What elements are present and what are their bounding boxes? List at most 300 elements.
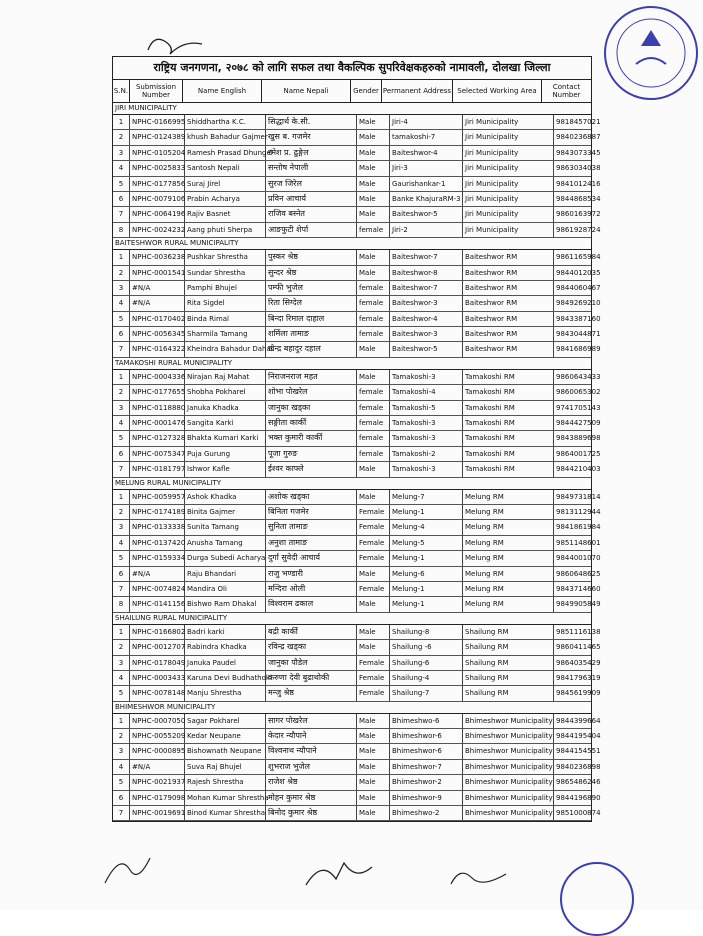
row-working-area: Bhimeshwor Municipality: [463, 806, 554, 820]
row-sn: 1: [113, 625, 130, 639]
row-submission-number: NPHC-0177856: [130, 177, 185, 191]
row-permanent-address: Tamakoshi-4: [390, 385, 463, 399]
row-submission-number: NPHC-0003433: [130, 671, 185, 685]
row-working-area: Tamakoshi RM: [463, 447, 554, 461]
row-name-english: Badri karki: [185, 625, 266, 639]
row-permanent-address: Melung-5: [390, 536, 463, 550]
row-contact-number: 9841012416: [556, 179, 601, 188]
section-heading: BHIMESHWOR MUNICIPALITY: [113, 702, 591, 714]
row-permanent-address: Bhimeshwo-6: [390, 714, 463, 728]
row-gender: Male: [357, 714, 390, 728]
row-name-english: Prabin Acharya: [185, 192, 266, 206]
row-contact-number: 9849731814: [556, 492, 601, 501]
row-submission-number: NPHC-0127328: [130, 431, 185, 445]
row-name-nepali: रिता सिग्देल: [266, 296, 357, 310]
row-name-english: Pamphi Bhujel: [185, 281, 266, 295]
row-sn: 6: [113, 192, 130, 206]
row-working-area: Melung RM: [463, 536, 554, 550]
table-row: [113, 520, 601, 535]
row-gender: Female: [357, 671, 390, 685]
table-row: [113, 775, 601, 790]
row-name-nepali: बिनिता गजमेर: [266, 505, 357, 519]
section-heading: MELUNG RURAL MUNICIPALITY: [113, 478, 591, 490]
row-permanent-address: Melung-1: [390, 551, 463, 565]
row-submission-number: NPHC-0079106: [130, 192, 185, 206]
table-row: [113, 536, 601, 551]
row-name-english: Mohan Kumar Shrestha: [185, 791, 266, 805]
row-contact-number: 9840236887: [556, 133, 601, 142]
row-name-nepali: सन्तोष नेपाली: [266, 161, 357, 175]
row-contact-number: 9844012035: [556, 268, 601, 277]
row-submission-number: NPHC-0025833: [130, 161, 185, 175]
row-sn: 1: [113, 490, 130, 504]
section-heading: JIRI MUNICIPALITY: [113, 103, 591, 115]
row-working-area: Jiri Municipality: [463, 115, 554, 129]
header-permanent-address: Permanent Address: [382, 80, 453, 102]
table-body: [113, 103, 601, 821]
header-submission-number: Submission Number: [130, 80, 183, 102]
row-sn: 4: [113, 296, 130, 310]
row-permanent-address: Shailung -6: [390, 640, 463, 654]
row-working-area: Tamakoshi RM: [463, 416, 554, 430]
row-working-area: Tamakoshi RM: [463, 401, 554, 415]
row-working-area: Jiri Municipality: [463, 130, 554, 144]
header-name-nepali: Name Nepali: [262, 80, 351, 102]
row-name-english: Ramesh Prasad Dhungel: [185, 146, 266, 160]
row-submission-number: NPHC-0137420: [130, 536, 185, 550]
row-sn: 4: [113, 536, 130, 550]
table-row: [113, 431, 601, 446]
row-name-nepali: अशोक खड्का: [266, 490, 357, 504]
table-row: [113, 640, 601, 655]
row-name-nepali: जानुका खड्का: [266, 401, 357, 415]
table-row: [113, 161, 601, 176]
header-name-english: Name English: [183, 80, 262, 102]
row-name-english: Bishwo Ram Dhakal: [185, 597, 266, 611]
row-contact-number: 9860648625: [556, 569, 601, 578]
row-permanent-address: Tamakoshi-3: [390, 462, 463, 476]
row-sn: 7: [113, 806, 130, 820]
row-contact-number: 9843073345: [556, 148, 601, 157]
row-name-nepali: ईश्वर काफ्ले: [266, 462, 357, 476]
row-submission-number: NPHC-0055209: [130, 729, 185, 743]
row-name-english: Rita Sigdel: [185, 296, 266, 310]
row-name-nepali: भक्त कुमारी कार्की: [266, 431, 357, 445]
row-gender: female: [357, 281, 390, 295]
row-contact-number: 9865486246: [556, 778, 601, 787]
row-name-nepali: केदार न्यौपाने: [266, 729, 357, 743]
table-row: [113, 490, 601, 505]
row-submission-number: NPHC-0021937: [130, 775, 185, 789]
row-submission-number: NPHC-0124389: [130, 130, 185, 144]
row-working-area: Shailung RM: [463, 625, 554, 639]
row-working-area: Jiri Municipality: [463, 146, 554, 160]
row-working-area: Jiri Municipality: [463, 223, 554, 237]
row-working-area: Melung RM: [463, 551, 554, 565]
row-permanent-address: Melung-1: [390, 582, 463, 596]
table-row: [113, 281, 601, 296]
row-sn: 8: [113, 597, 130, 611]
table-row: [113, 567, 601, 582]
row-contact-number: 9840236898: [556, 762, 601, 771]
seal-emblem-icon: [606, 8, 696, 98]
row-gender: Male: [357, 192, 390, 206]
row-contact-number: 9863034038: [556, 164, 601, 173]
table-row: [113, 760, 601, 775]
row-submission-number: NPHC-0166995: [130, 115, 185, 129]
row-submission-number: NPHC-0004336: [130, 370, 185, 384]
row-contact-number: 9844399664: [556, 716, 601, 725]
row-working-area: Baiteshwor RM: [463, 342, 554, 356]
row-gender: female: [357, 431, 390, 445]
row-gender: Male: [357, 146, 390, 160]
row-name-nepali: विश्वनाथ न्यौपाने: [266, 744, 357, 758]
row-permanent-address: Bhimeshwor-2: [390, 775, 463, 789]
row-submission-number: NPHC-0001541: [130, 266, 185, 280]
row-submission-number: NPHC-0012707: [130, 640, 185, 654]
table-row: [113, 192, 601, 207]
table-row: [113, 582, 601, 597]
table-row: [113, 656, 601, 671]
row-name-english: Nirajan Raj Mahat: [185, 370, 266, 384]
table-row: [113, 312, 601, 327]
row-sn: 7: [113, 207, 130, 221]
row-name-english: Januka Paudel: [185, 656, 266, 670]
row-gender: Female: [357, 505, 390, 519]
row-permanent-address: Tamakoshi-3: [390, 431, 463, 445]
row-permanent-address: Melung-6: [390, 567, 463, 581]
row-contact-number: 9861928724: [556, 225, 601, 234]
table-row: [113, 207, 601, 222]
row-gender: Female: [357, 520, 390, 534]
table-row: [113, 223, 601, 238]
row-name-english: Binda Rimal: [185, 312, 266, 326]
row-name-english: Suraj Jirel: [185, 177, 266, 191]
row-gender: Male: [357, 130, 390, 144]
row-name-english: Rabindra Khadka: [185, 640, 266, 654]
row-permanent-address: Gaurishankar-1: [390, 177, 463, 191]
row-name-nepali: सिद्धार्थ के.सी.: [266, 115, 357, 129]
supervisor-list-table: [112, 56, 601, 822]
row-sn: 3: [113, 401, 130, 415]
row-name-english: Shobha Pokharel: [185, 385, 266, 399]
row-permanent-address: Jiri-3: [390, 161, 463, 175]
row-name-english: Sagar Pokharel: [185, 714, 266, 728]
row-name-nepali: राजेश श्रेष्ठ: [266, 775, 357, 789]
row-sn: 5: [113, 431, 130, 445]
row-contact-number: 9851116138: [556, 627, 601, 636]
row-name-nepali: शर्मिला तामाङ: [266, 327, 357, 341]
row-gender: female: [357, 401, 390, 415]
row-working-area: Baiteshwor RM: [463, 281, 554, 295]
table-row: [113, 416, 601, 431]
row-name-nepali: सुन्दर श्रेष्ठ: [266, 266, 357, 280]
row-sn: 4: [113, 161, 130, 175]
row-submission-number: #N/A: [130, 567, 185, 581]
row-permanent-address: Melung-4: [390, 520, 463, 534]
row-sn: 6: [113, 791, 130, 805]
header-contact-number: Contact Number: [552, 83, 581, 99]
bottom-right-signature: [446, 864, 516, 894]
row-sn: 1: [113, 250, 130, 264]
table-row: [113, 671, 601, 686]
row-gender: Male: [357, 625, 390, 639]
row-submission-number: NPHC-0181797: [130, 462, 185, 476]
row-working-area: Jiri Municipality: [463, 177, 554, 191]
row-submission-number: NPHC-0105204: [130, 146, 185, 160]
row-working-area: Baiteshwor RM: [463, 250, 554, 264]
row-permanent-address: Banke KhajuraRM-3: [390, 192, 463, 206]
row-name-nepali: शोभा पोखरेल: [266, 385, 357, 399]
row-name-english: Raju Bhandari: [185, 567, 266, 581]
row-contact-number: 9844195404: [556, 732, 601, 741]
row-permanent-address: Bhimeshwor-7: [390, 760, 463, 774]
row-sn: 3: [113, 744, 130, 758]
row-submission-number: NPHC-0133338: [130, 520, 185, 534]
row-gender: Male: [357, 250, 390, 264]
table-row: [113, 296, 601, 311]
row-sn: 6: [113, 327, 130, 341]
table-row: [113, 714, 601, 729]
row-sn: 7: [113, 342, 130, 356]
row-submission-number: NPHC-0001476: [130, 416, 185, 430]
row-name-english: Shiddhartha K.C.: [185, 115, 266, 129]
row-sn: 5: [113, 177, 130, 191]
row-gender: Male: [357, 266, 390, 280]
row-permanent-address: Tamakoshi-3: [390, 416, 463, 430]
row-sn: 4: [113, 760, 130, 774]
row-working-area: Tamakoshi RM: [463, 462, 554, 476]
row-working-area: Bhimeshwor Municipality: [463, 714, 554, 728]
row-sn: 6: [113, 447, 130, 461]
table-row: [113, 250, 601, 265]
row-name-nepali: राजिव बस्नेत: [266, 207, 357, 221]
document-title: राष्ट्रिय जनगणना, २०७८ को लागि सफल तथा वैकल्पिक सुपरिवेक्षकहरुको नामावली, दोलखा जिल्ला: [113, 57, 591, 80]
row-gender: Male: [357, 490, 390, 504]
row-name-english: Sharmila Tamang: [185, 327, 266, 341]
row-name-english: Pushkar Shrestha: [185, 250, 266, 264]
row-contact-number: 9861165984: [556, 253, 601, 262]
row-working-area: Melung RM: [463, 490, 554, 504]
row-submission-number: NPHC-0078148: [130, 686, 185, 700]
table-row: [113, 686, 601, 701]
top-right-seal: [604, 6, 698, 100]
row-name-nepali: सुनिता तामाङ: [266, 520, 357, 534]
row-submission-number: NPHC-0166802: [130, 625, 185, 639]
table-row: [113, 385, 601, 400]
row-submission-number: NPHC-0064196: [130, 207, 185, 221]
row-gender: Male: [357, 342, 390, 356]
row-gender: Male: [357, 760, 390, 774]
row-name-nepali: पुस्कर श्रेष्ठ: [266, 250, 357, 264]
row-gender: Male: [357, 207, 390, 221]
row-name-nepali: रविन्द्र खड्का: [266, 640, 357, 654]
row-contact-number: 9860643433: [556, 372, 601, 381]
table-row: [113, 130, 601, 145]
row-permanent-address: Tamakoshi-2: [390, 447, 463, 461]
row-gender: Male: [357, 729, 390, 743]
row-submission-number: NPHC-0075347: [130, 447, 185, 461]
row-permanent-address: Jiri-2: [390, 223, 463, 237]
row-submission-number: NPHC-0141156: [130, 597, 185, 611]
row-gender: female: [357, 312, 390, 326]
row-gender: Male: [357, 640, 390, 654]
row-sn: 7: [113, 582, 130, 596]
row-submission-number: NPHC-0024232: [130, 223, 185, 237]
row-working-area: Tamakoshi RM: [463, 431, 554, 445]
header-working-area: Selected Working Area: [453, 80, 542, 102]
row-sn: 3: [113, 146, 130, 160]
row-gender: Male: [357, 597, 390, 611]
row-sn: 1: [113, 115, 130, 129]
row-gender: Male: [357, 370, 390, 384]
table-row: [113, 729, 601, 744]
row-permanent-address: Bhimeshwor-6: [390, 744, 463, 758]
table-row: [113, 327, 601, 342]
row-permanent-address: Baiteshwor-5: [390, 207, 463, 221]
row-gender: Male: [357, 744, 390, 758]
row-gender: Male: [357, 567, 390, 581]
row-contact-number: 9849269210: [556, 299, 601, 308]
table-row: [113, 806, 601, 821]
row-working-area: Bhimeshwor Municipality: [463, 775, 554, 789]
row-permanent-address: Jiri-4: [390, 115, 463, 129]
row-submission-number: #N/A: [130, 281, 185, 295]
row-submission-number: NPHC-0164322: [130, 342, 185, 356]
row-sn: 5: [113, 551, 130, 565]
row-name-nepali: खेन्द्र बहादुर दहाल: [266, 342, 357, 356]
row-sn: 5: [113, 312, 130, 326]
table-row: [113, 597, 601, 612]
row-name-english: Karuna Devi Budhathoki: [185, 671, 266, 685]
header-sn: S.N.: [113, 80, 130, 102]
row-permanent-address: Baiteshwor-5: [390, 342, 463, 356]
bottom-right-seal: [560, 862, 634, 936]
row-name-nepali: बद्री कार्की: [266, 625, 357, 639]
row-name-nepali: मोहन कुमार श्रेष्ठ: [266, 791, 357, 805]
section-heading: TAMAKOSHI RURAL MUNICIPALITY: [113, 358, 591, 370]
row-gender: Male: [357, 462, 390, 476]
table-row: [113, 146, 601, 161]
row-contact-number: 9851000874: [556, 809, 601, 818]
row-contact-number: 9860065302: [556, 388, 601, 397]
row-permanent-address: Baiteshwor-7: [390, 281, 463, 295]
row-permanent-address: Melung-1: [390, 597, 463, 611]
table-row: [113, 266, 601, 281]
row-sn: 5: [113, 686, 130, 700]
row-contact-number: 9851148601: [556, 538, 601, 547]
row-name-english: Aang phuti Sherpa: [185, 223, 266, 237]
row-sn: 1: [113, 370, 130, 384]
row-working-area: Bhimeshwor Municipality: [463, 760, 554, 774]
row-gender: female: [357, 447, 390, 461]
row-name-english: Mandira Oli: [185, 582, 266, 596]
table-row: [113, 462, 601, 477]
row-permanent-address: Melung-7: [390, 490, 463, 504]
row-permanent-address: Baiteshwor-8: [390, 266, 463, 280]
row-name-nepali: सुरज जिरेल: [266, 177, 357, 191]
row-name-english: Binita Gajmer: [185, 505, 266, 519]
row-submission-number: NPHC-0179098: [130, 791, 185, 805]
row-gender: Female: [357, 551, 390, 565]
row-submission-number: NPHC-0000895: [130, 744, 185, 758]
row-contact-number: 9849905849: [556, 600, 601, 609]
row-contact-number: 9844154551: [556, 747, 601, 756]
row-submission-number: NPHC-0118880: [130, 401, 185, 415]
row-name-english: Binod Kumar Shrestha: [185, 806, 266, 820]
row-name-nepali: मन्दिरा ओली: [266, 582, 357, 596]
row-name-nepali: राजु भण्डारी: [266, 567, 357, 581]
row-contact-number: 9860411465: [556, 643, 601, 652]
row-working-area: Bhimeshwor Municipality: [463, 744, 554, 758]
row-contact-number: 9841686989: [556, 345, 601, 354]
row-working-area: Shailung RM: [463, 656, 554, 670]
row-working-area: Baiteshwor RM: [463, 327, 554, 341]
row-name-english: Rajiv Basnet: [185, 207, 266, 221]
row-permanent-address: Baiteshwor-4: [390, 312, 463, 326]
row-name-nepali: रमेश प्र. ढुङ्गेल: [266, 146, 357, 160]
row-working-area: Baiteshwor RM: [463, 266, 554, 280]
row-gender: female: [357, 385, 390, 399]
row-permanent-address: Shailung-7: [390, 686, 463, 700]
table-row: [113, 505, 601, 520]
row-sn: 2: [113, 385, 130, 399]
table-row: [113, 401, 601, 416]
row-sn: 6: [113, 567, 130, 581]
row-submission-number: NPHC-0159334: [130, 551, 185, 565]
row-working-area: Melung RM: [463, 597, 554, 611]
row-name-nepali: अनुशा तामाङ: [266, 536, 357, 550]
row-permanent-address: Shailung-4: [390, 671, 463, 685]
row-sn: 2: [113, 640, 130, 654]
row-permanent-address: Baiteshwor-3: [390, 327, 463, 341]
table-row: [113, 551, 601, 566]
row-name-nepali: विश्वराम ढकाल: [266, 597, 357, 611]
row-contact-number: 9864035429: [556, 658, 601, 667]
row-contact-number: 9864001725: [556, 449, 601, 458]
row-contact-number: 9844060467: [556, 283, 601, 292]
row-sn: 4: [113, 416, 130, 430]
row-working-area: Melung RM: [463, 582, 554, 596]
row-gender: Female: [357, 582, 390, 596]
table-row: [113, 370, 601, 385]
row-submission-number: NPHC-0174189: [130, 505, 185, 519]
row-name-english: Sunita Tamang: [185, 520, 266, 534]
row-working-area: Bhimeshwor Municipality: [463, 791, 554, 805]
row-gender: Male: [357, 161, 390, 175]
table-row: [113, 447, 601, 462]
row-name-english: Ishwor Kafle: [185, 462, 266, 476]
row-permanent-address: tamakoshi-7: [390, 130, 463, 144]
row-contact-number: 9860163972: [556, 210, 601, 219]
row-sn: 5: [113, 775, 130, 789]
row-sn: 2: [113, 729, 130, 743]
row-submission-number: NPHC-0178049: [130, 656, 185, 670]
row-permanent-address: Baiteshwor-3: [390, 296, 463, 310]
row-name-english: Sundar Shrestha: [185, 266, 266, 280]
row-working-area: Melung RM: [463, 567, 554, 581]
row-permanent-address: Tamakoshi-5: [390, 401, 463, 415]
row-working-area: Jiri Municipality: [463, 161, 554, 175]
row-name-english: Ashok Khadka: [185, 490, 266, 504]
row-sn: 2: [113, 266, 130, 280]
row-name-english: khush Bahadur Gajmer: [185, 130, 266, 144]
bottom-left-signature: [100, 848, 160, 893]
table-row: [113, 791, 601, 806]
row-permanent-address: Shailung-8: [390, 625, 463, 639]
row-contact-number: 9845619909: [556, 689, 601, 698]
row-name-english: Kedar Neupane: [185, 729, 266, 743]
